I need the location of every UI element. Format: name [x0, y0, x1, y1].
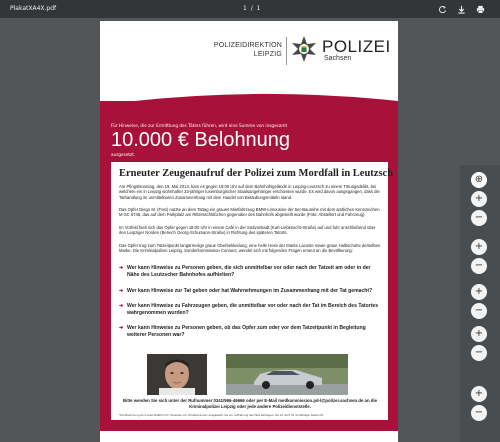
zoom-in-button-4[interactable]: +: [471, 326, 487, 342]
department-name: [196, 41, 282, 59]
contact-text: Bitte wenden Sie sich unter der Rufnummer 0341/966-46666 oder per E-Mail medkommission.pd-l@polizei.sachsen.de an die Kriminalpolizei Leipzig oder jede andere Polizeidienststelle.: [123, 398, 377, 409]
brand-sub: Sachsen: [324, 55, 352, 62]
paragraph-3: Im Vorfeld hielt sich das Opfer gegen 18:00 Uhr in einem Café in der Südvorstadt (Karl-Liebknecht-Straße) auf und fuhr anschließend über den Leipziger Norden (Bereich Georg-Schumann-Straße) in Richtung des späteren Tatorts.: [119, 225, 376, 236]
rotate-icon[interactable]: [436, 3, 448, 15]
zoom-out-button[interactable]: −: [471, 210, 487, 226]
file-name: PlakatXA4X.pdf: [10, 5, 57, 12]
zoom-in-button-5[interactable]: +: [471, 386, 487, 402]
fit-page-button[interactable]: ⊕: [471, 172, 487, 188]
reward-hint: Für Hinweise, die zur Ermittlung des Täters führen, wird eine Summe von insgesamt: [111, 123, 288, 128]
zoom-out-button-2[interactable]: −: [471, 258, 487, 274]
question-2-text: Wer kann Hinweise zur Tat geben oder hat Wahrnehmungen im Zusammenhang mit der Tat gemacht?: [127, 288, 373, 294]
footnote: *Die Belohnung wird ausschließlich für Hinweise von Privatpersonen ausgesetzt, die zur Aufklärung des Falls beitragen. Sie ist nicht für Amtsträger bestimmt.: [119, 414, 325, 417]
page-indicator: 1 / 1: [243, 5, 262, 12]
question-3-text: Wer kann Hinweise zu Fahrzeugen geben, die unmittelbar vor oder nach der Tat im Bereich des Tatortes wahrgenommen wurden?: [127, 303, 379, 316]
paragraph-2: Das Opfer Diego M. (Foto) nutzte an dem Tattag ein graues Mietfahrzeug BMW-Limousine der 5er-Baureihe mit dem amtlichen Kennzeichen M-SC 6745, das auf dem Parkplatz am Rittersschlößchen gegenüber des Bahnhofs abgestellt wurde (Foto: Abstellort und Fahrzeug).: [119, 207, 380, 218]
reward-suffix: ausgesetzt.: [111, 152, 136, 157]
zoom-out-button-5[interactable]: −: [471, 405, 487, 421]
appeal-card: [111, 162, 394, 420]
paragraph-4: Das Opfer trug zum Tatzeitpunkt langärmelige graue Oberbekleidung, eine helle Hose der Marke Lacoste sowie graue Halbschuhe derselben Marke. Die Kriminalpolizei Leipzig, Sonderkommission Connect, wendet sich mit folgenden Fragen erneut an die Bevölkerung:: [119, 243, 381, 254]
print-icon[interactable]: [474, 3, 486, 15]
question-3: ➔ Wer kann Hinweise zu Fahrzeugen geben, die unmittelbar vor oder nach der Tat im Bereich des Tatortes wahrgenommen wurden?: [119, 303, 383, 316]
brand-name: POLIZEI: [322, 37, 391, 56]
download-icon[interactable]: [455, 3, 467, 15]
zoom-in-button-3[interactable]: +: [471, 284, 487, 300]
reward-amount: 10.000 € Belohnung: [111, 129, 291, 151]
car-photo: [226, 354, 348, 395]
police-star-icon: [290, 35, 318, 63]
department-line2: LEIPZIG: [253, 51, 282, 58]
paragraph-1: Am Pfingstsonntag, den 19. Mai 2013, kam es gegen 19:00 Uhr auf dem Bahnhofsgelände in Leipzig-Leutzsch zu einem Tötungsdelikt, bei welchem ein in Leipzig wohnhafter 23-jähriger luxemburgischer Staatsangehöriger erschossen wurde. Es wird davon ausgegangen, dass die Tathandlung im unmittelbaren Zusammenhang mit dem Handel von Betäubungsmitteln stand.: [119, 184, 380, 200]
zoom-out-button-4[interactable]: −: [471, 345, 487, 361]
department-line1: POLIZEIDIREKTION: [213, 42, 282, 49]
pdf-toolbar: [0, 0, 500, 18]
victim-photo: [147, 354, 207, 395]
question-4-text: Wer kann Hinweise zu Personen geben, ob das Opfer zum oder vor dem Tatzeitpunkt in Begleitung weiterer Personen war?: [127, 325, 366, 338]
question-1-text: Wer kann Hinweise zu Personen geben, die sich unmittelbar vor oder nach der Tatzeit am oder in der Nähe des Leutzscher Bahnhofes aufhielten?: [127, 265, 371, 278]
question-4: ➔ Wer kann Hinweise zu Personen geben, ob das Opfer zum oder vor dem Tatzeitpunkt in Begleitung weiterer Personen war?: [119, 325, 383, 338]
zoom-in-button[interactable]: +: [471, 191, 487, 207]
question-1: ➔ Wer kann Hinweise zu Personen geben, die sich unmittelbar vor oder nach der Tatzeit am oder in der Nähe des Leutzscher Bahnhofes aufhielten?: [119, 265, 383, 278]
appeal-headline: Erneuter Zeugenaufruf der Polizei zum Mordfall in Leutzsch: [119, 168, 394, 179]
zoom-out-button-3[interactable]: −: [471, 303, 487, 319]
zoom-in-button-2[interactable]: +: [471, 239, 487, 255]
pdf-page: [100, 21, 398, 442]
logo-divider: [286, 37, 287, 65]
question-2: ➔ Wer kann Hinweise zur Tat geben oder hat Wahrnehmungen im Zusammenhang mit der Tat gemacht?: [119, 288, 373, 294]
